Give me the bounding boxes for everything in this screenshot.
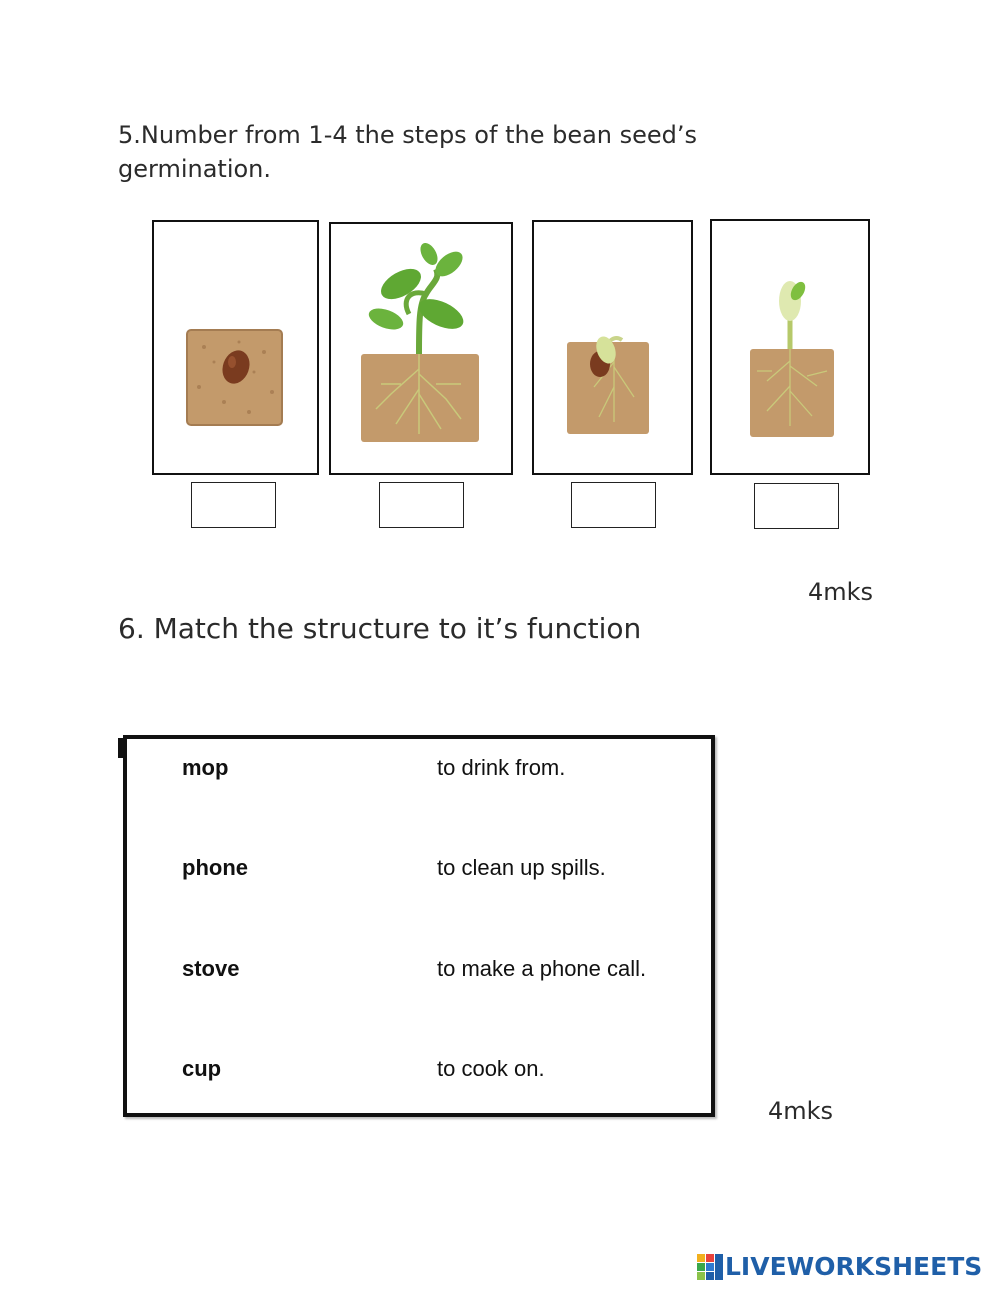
- germination-image-4: [710, 219, 870, 475]
- structure-item[interactable]: mop: [182, 755, 229, 780]
- germination-image-3: [532, 220, 693, 475]
- answer-box-1[interactable]: [191, 482, 276, 528]
- germination-image-2: [329, 222, 513, 475]
- logo-text: LIVEWORKSHEETS: [725, 1252, 983, 1281]
- bean-seed-in-soil-icon: [154, 222, 317, 473]
- structure-item[interactable]: stove: [182, 956, 240, 981]
- function-item[interactable]: to drink from.: [437, 755, 566, 780]
- question-5-marks: 4mks: [808, 578, 874, 606]
- liveworksheets-logo-icon: [697, 1254, 723, 1280]
- structure-item[interactable]: phone: [182, 855, 248, 880]
- function-item[interactable]: to clean up spills.: [437, 855, 606, 880]
- answer-box-3[interactable]: [571, 482, 656, 528]
- matching-table: [123, 735, 715, 1117]
- bean-plant-with-leaves-icon: [331, 224, 511, 473]
- question-6-text: 6. Match the structure to it’s function: [118, 612, 642, 645]
- liveworksheets-logo: [697, 1252, 982, 1281]
- bean-shoot-emerging-icon: [712, 221, 868, 473]
- bean-seed-sprouting-icon: [534, 222, 691, 473]
- structure-item[interactable]: cup: [182, 1056, 222, 1081]
- question-5-text: 5.Number from 1-4 the steps of the bean seed’s germination.: [118, 121, 698, 183]
- answer-box-4[interactable]: [754, 483, 839, 529]
- function-item[interactable]: to cook on.: [437, 1056, 545, 1081]
- function-item[interactable]: to make a phone call.: [437, 956, 647, 981]
- question-6-marks: 4mks: [768, 1097, 834, 1125]
- answer-box-2[interactable]: [379, 482, 464, 528]
- germination-image-1: [152, 220, 319, 475]
